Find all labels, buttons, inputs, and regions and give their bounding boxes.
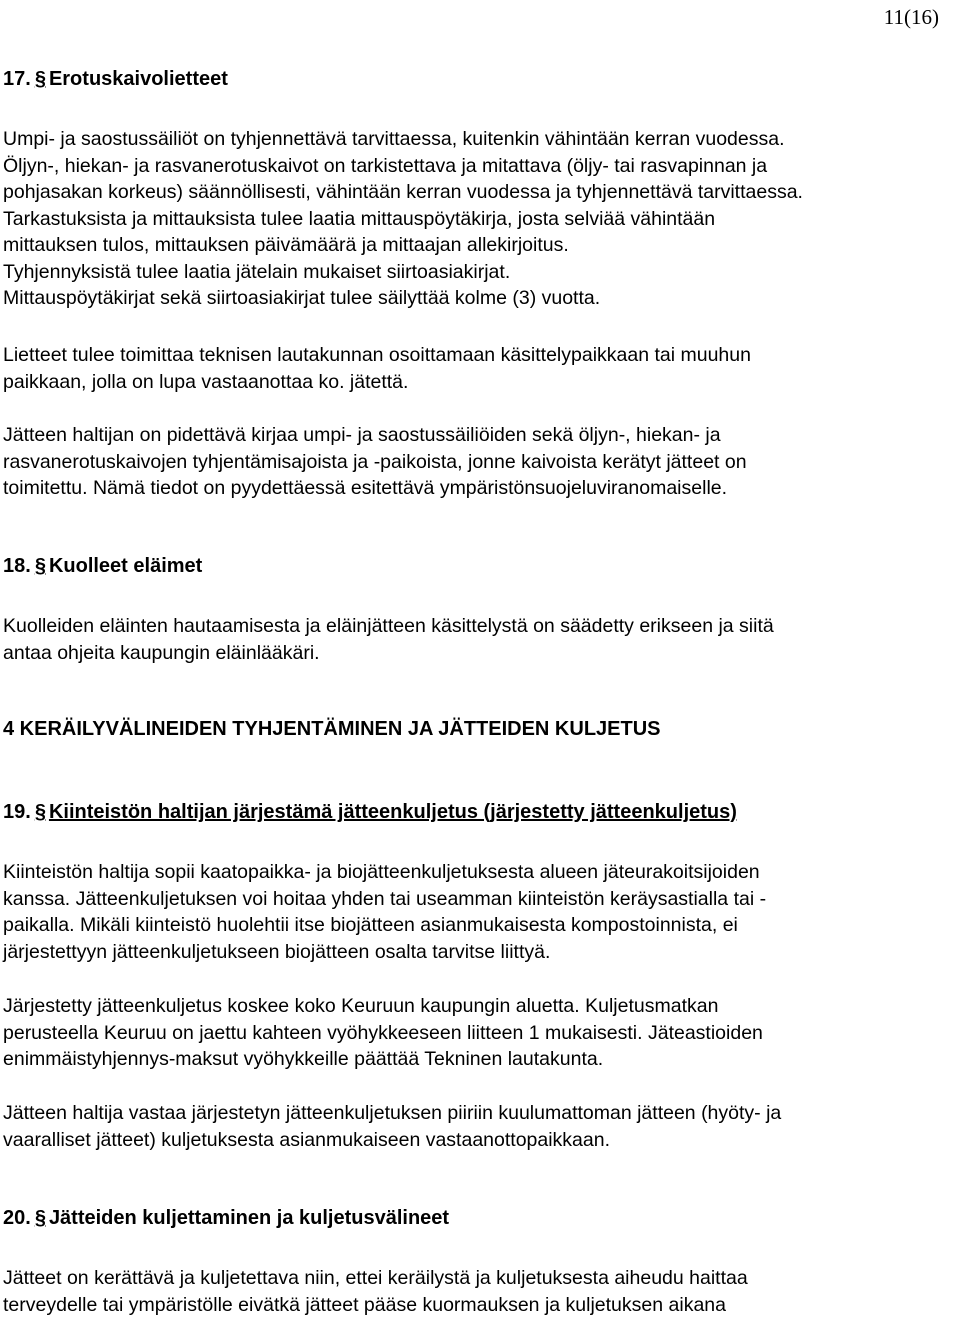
section-symbol: § [34, 555, 46, 577]
section-symbol: § [34, 801, 46, 823]
text-line: rasvanerotuskaivojen tyhjentämisajoista ja -paikoista, jonne kaivoista kerätyt jätteet on [3, 450, 747, 473]
section-title: Jätteiden kuljettaminen ja kuljetusvälineet [48, 1207, 450, 1229]
text-line: Tyhjennyksistä tulee laatia jätelain mukaiset siirtoasiakirjat. [3, 260, 511, 283]
text-line: järjestettyyn jätteenkuljetukseen biojätteen osalta tarvitse liittyä. [3, 940, 551, 963]
text-line: Tarkastuksista ja mittauksista tulee laatia mittauspöytäkirja, josta selviää vähintään [3, 207, 716, 230]
text-line: pohjasakan korkeus) säännöllisesti, vähintään kerran vuodessa ja tyhjennettävä tarvittaessa. [3, 181, 803, 203]
section-title: Kuolleet eläimet [48, 555, 203, 577]
section-17-heading [3, 66, 948, 92]
text-line: terveydelle tai ympäristölle eivätkä jätteet pääse kuormauksen ja kuljetuksen aikana [3, 1293, 726, 1316]
text-line: enimmäistyhjennys-maksut vyöhykkeille päättää Tekninen lautakunta. [3, 1048, 604, 1070]
section-18-heading [3, 553, 948, 579]
text-line: paikalla. Mikäli kiinteistö huolehtii itse biojätteen asianmukaisesta kompostoinnista, ei [3, 914, 738, 936]
section-17-paragraph-1 [3, 126, 948, 312]
section-number: 19. [3, 801, 31, 823]
text-line: antaa ohjeita kaupungin eläinlääkäri. [3, 641, 320, 664]
section-17-paragraph-2 [3, 342, 948, 395]
text-line: Kuolleiden eläinten hautaamisesta ja eläinjätteen käsittelystä on säädetty erikseen ja siitä [3, 615, 774, 637]
text-line: Jätteen haltija vastaa järjestetyn jätteenkuljetuksen piiriin kuulumattoman jätteen (hyöty- ja [3, 1102, 782, 1124]
text-line: kanssa. Jätteenkuljetuksen voi hoitaa yhden tai useamman kiinteistön keräysastialla tai - [3, 887, 767, 910]
text-line: Umpi- ja saostussäiliöt on tyhjennettävä tarvittaessa, kuitenkin vähintään kerran vuodessa. [3, 128, 785, 150]
text-line: Kiinteistön haltija sopii kaatopaikka- ja biojätteenkuljetuksesta alueen jäteurakoitsijoiden [3, 861, 760, 883]
text-line: perusteella Keuruu on jaettu kahteen vyöhykkeeseen liitteen 1 mukaisesti. Jäteastioiden [3, 1021, 763, 1044]
section-19-paragraph-1 [3, 859, 948, 965]
chapter-heading: 4 KERÄILYVÄLINEIDEN TYHJENTÄMINEN JA JÄTTEIDEN KULJETUS [3, 718, 661, 740]
section-18-paragraph-1 [3, 613, 948, 666]
section-17-paragraph-3 [3, 422, 948, 502]
section-title: Erotuskaivolietteet [48, 68, 228, 90]
section-number: 18. [3, 555, 31, 577]
text-line: Mittauspöytäkirjat sekä siirtoasiakirjat tulee säilyttää kolme (3) vuotta. [3, 287, 601, 309]
text-line: Öljyn-, hiekan- ja rasvanerotuskaivot on tarkistettava ja mitattava (öljy- tai rasvapinnan ja [3, 154, 768, 177]
section-title: Kiinteistön haltijan järjestämä jätteenkuljetus (järjestetty jätteenkuljetus) [48, 801, 737, 823]
section-number: 17. [3, 68, 31, 90]
section-19-paragraph-3 [3, 1100, 948, 1153]
text-line: Lietteet tulee toimittaa teknisen lautakunnan osoittamaan käsittelypaikkaan tai muuhun [3, 344, 751, 366]
text-line: mittauksen tulos, mittauksen päivämäärä ja mittaajan allekirjoitus. [3, 234, 569, 256]
text-line: Jätteet on kerättävä ja kuljetettava niin, ettei keräilystä ja kuljetuksesta aiheudu haittaa [3, 1267, 748, 1289]
section-20-paragraph-1 [3, 1265, 948, 1318]
section-19-paragraph-2 [3, 993, 948, 1073]
page-number: 11(16) [883, 5, 939, 29]
section-symbol: § [34, 1207, 46, 1229]
text-line: Järjestetty jätteenkuljetus koskee koko Keuruun kaupungin aluetta. Kuljetusmatkan [3, 995, 719, 1017]
section-20-heading [3, 1205, 948, 1231]
text-line: vaaralliset jätteet) kuljetuksesta asianmukaiseen vastaanottopaikkaan. [3, 1128, 611, 1151]
section-19-heading [3, 799, 948, 825]
text-line: toimitettu. Nämä tiedot on pyydettäessä esitettävä ympäristönsuojeluviranomaiselle. [3, 477, 728, 499]
section-number: 20. [3, 1207, 31, 1229]
section-symbol: § [34, 68, 46, 90]
text-line: Jätteen haltijan on pidettävä kirjaa umpi- ja saostussäiliöiden sekä öljyn-, hiekan- ja [3, 424, 721, 446]
text-line: paikkaan, jolla on lupa vastaanottaa ko. jätettä. [3, 370, 409, 393]
